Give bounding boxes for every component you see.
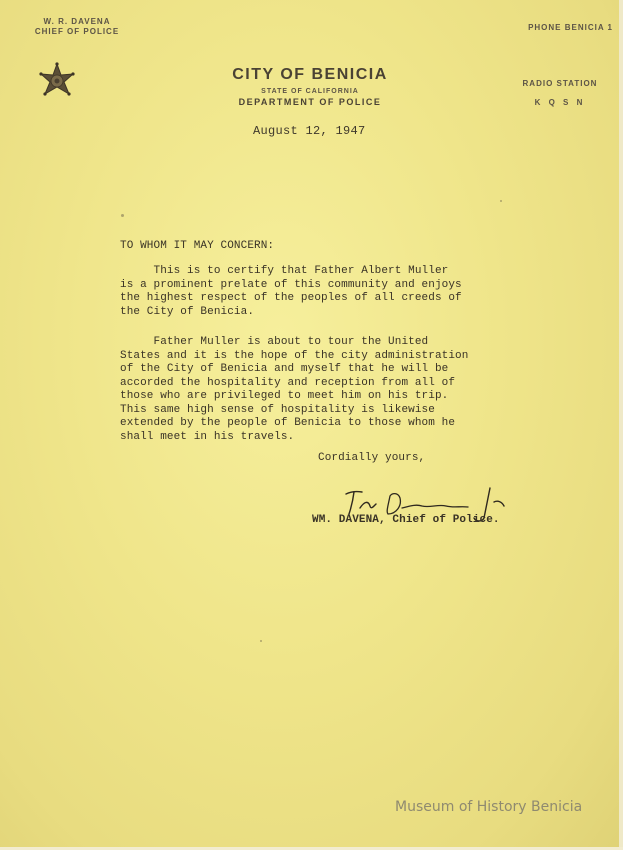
paragraph-line: Father Muller is about to tour the United	[120, 336, 429, 348]
paragraph-line: those who are privileged to meet him on his trip.	[120, 390, 449, 402]
paragraph-line: extended by the people of Benicia to those whom he	[120, 417, 456, 429]
salutation: TO WHOM IT MAY CONCERN:	[120, 240, 275, 252]
paragraph-line: States and it is the hope of the city administration	[120, 349, 469, 362]
paragraph-line: This is to certify that Father Albert Muller	[120, 265, 449, 277]
phone-number: PHONE BENICIA 1	[528, 23, 613, 32]
paragraph-line: the City of Benicia.	[120, 305, 255, 318]
paper-speck	[500, 200, 502, 202]
paragraph-1	[120, 265, 540, 319]
museum-watermark: Museum of History Benicia	[395, 799, 583, 815]
city-name: CITY OF BENICIA	[232, 66, 388, 83]
police-badge-icon	[38, 62, 76, 102]
signature-typed-name: WM. DAVENA, Chief of Police.	[312, 514, 500, 526]
paragraph-line: of the City of Benicia and myself that he will be	[120, 363, 449, 375]
radio-station-label: RADIO STATION	[522, 79, 598, 88]
letterhead	[200, 66, 420, 107]
department-name: DEPARTMENT OF POLICE	[238, 97, 382, 107]
letter-date: August 12, 1947	[253, 124, 366, 138]
paragraph-line: This same high sense of hospitality is likewise	[120, 403, 435, 416]
paragraph-line: shall meet in his travels.	[120, 430, 295, 443]
page-edge-right	[619, 0, 623, 850]
paper-speck	[121, 214, 124, 217]
paragraph-line: accorded the hospitality and reception from all of	[120, 376, 456, 389]
paragraph-line: the highest respect of the peoples of all creeds of	[120, 292, 462, 304]
radio-call-sign: K Q S N	[534, 98, 586, 107]
closing: Cordially yours,	[318, 452, 426, 464]
state-name: STATE OF CALIFORNIA	[261, 88, 359, 95]
chief-title: CHIEF OF POLICE	[34, 27, 120, 36]
paragraph-2	[120, 336, 540, 444]
chief-block	[22, 17, 132, 37]
radio-station-block	[505, 74, 615, 112]
paragraph-line: is a prominent prelate of this community and enjoys	[120, 278, 462, 291]
chief-name: W. R. DAVENA	[43, 17, 111, 26]
paper-speck	[260, 640, 262, 642]
